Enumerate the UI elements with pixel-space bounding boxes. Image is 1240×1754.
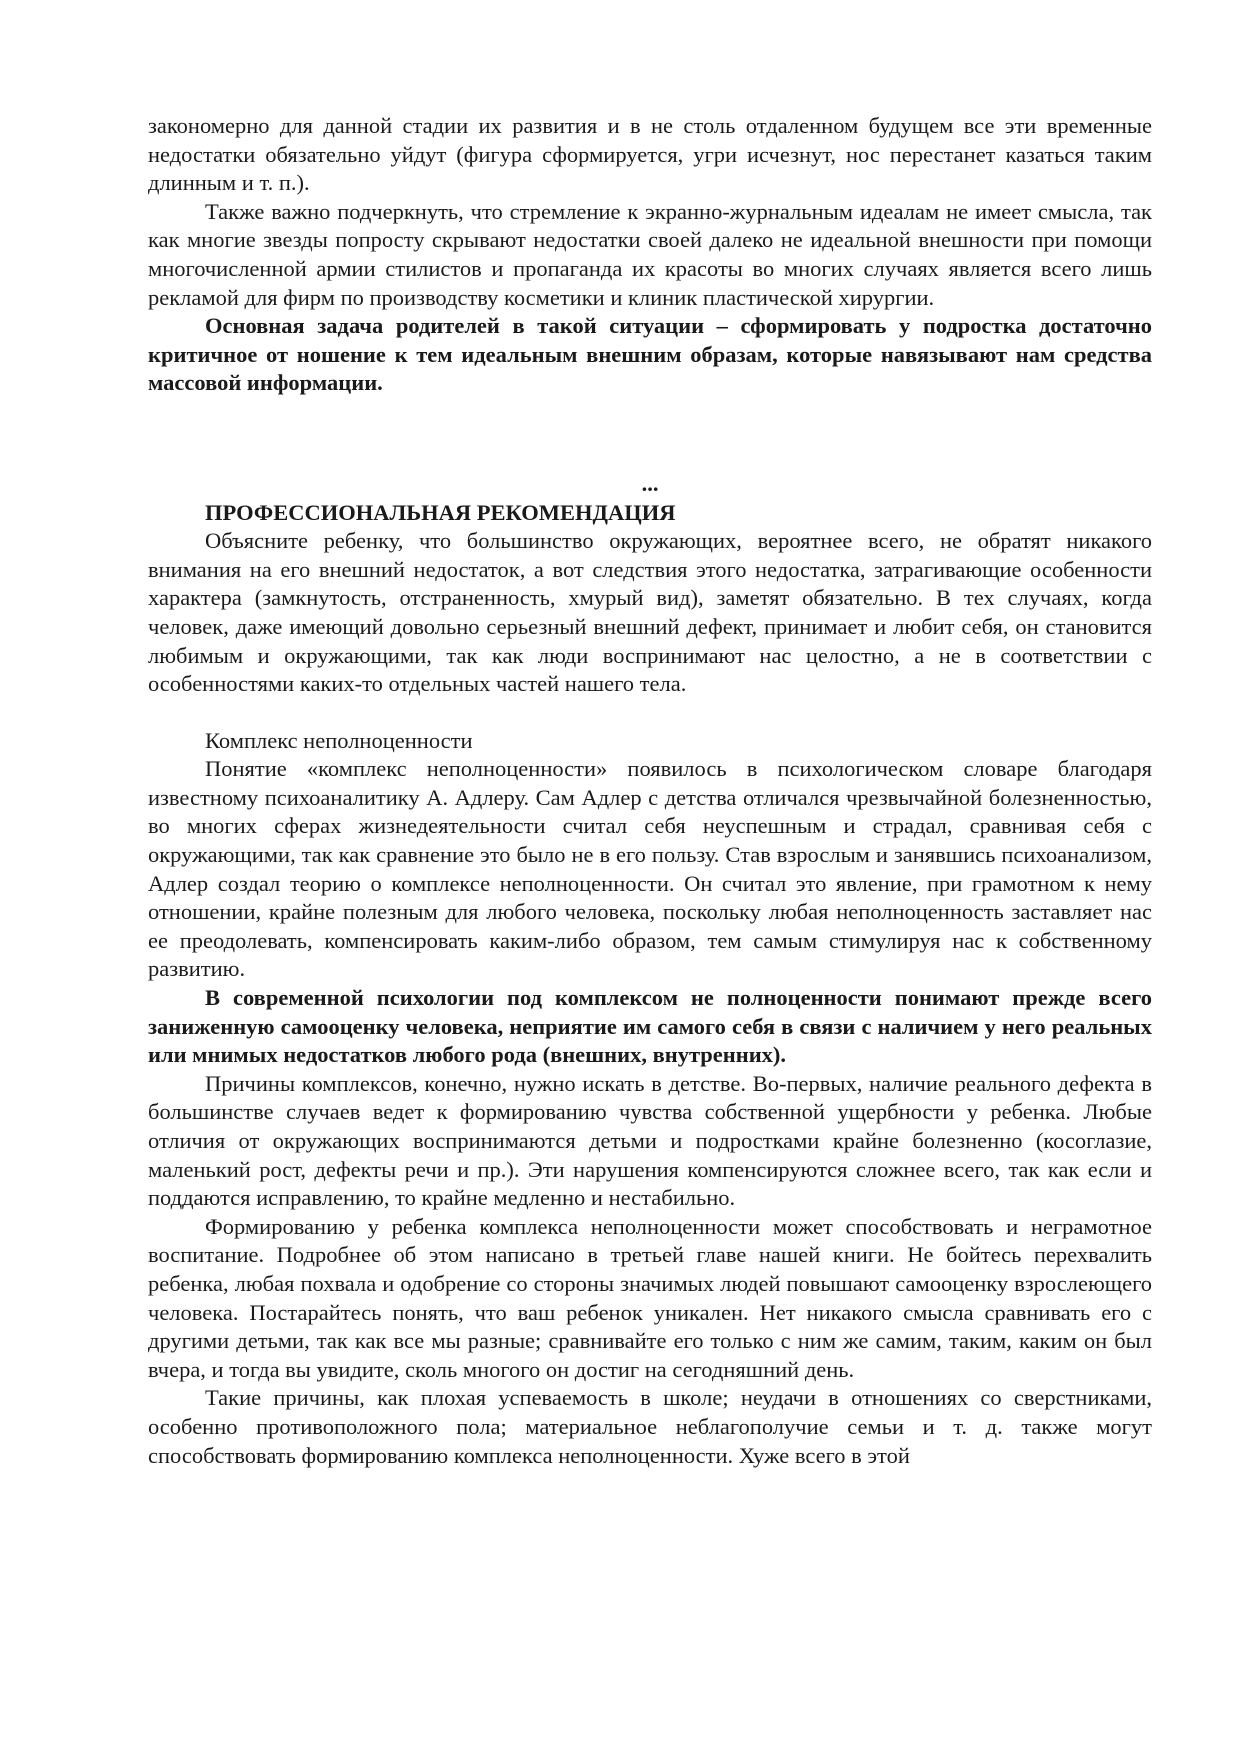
spacer bbox=[148, 398, 1152, 470]
spacer bbox=[148, 699, 1152, 727]
paragraph-recommendation: Объясните ребенку, что большинство окружающих, вероятнее всего, не обратят никакого внимания на его внешний недостаток, а вот следствия этого недостатка, затрагивающие особенности характера (замкнутость, отстраненность, хмурый вид), заметят обязательно. В тех случаях, когда человек, даже имеющий довольно серьезный внешний дефект, принимает и любит себя, он становится любимым и окружающими, так как люди воспринимают нас целостно, а не в соответствии с особенностями каких-то отдельных частей нашего тела. bbox=[148, 528, 1152, 697]
paragraph-screen-ideals: Также важно подчеркнуть, что стремление к экранно-журнальным идеалам не имеет смысла, так как многие звезды попросту скрывают недостатки своей далеко не идеальной внешности при помощи многочисленной армии стилистов и пропаганда их красоты во многих случаях является всего лишь рекламой для фирм по производству косметики и клиник пластической хирургии. bbox=[148, 198, 1152, 310]
paragraph-other-causes: Такие причины, как плохая успеваемость в школе; неудачи в отношениях со сверстниками, особенно противоположного пола; материальное неблагополучие семьи и т. д. также могут способствовать формированию комплекса неполноценности. Хуже всего в этой bbox=[148, 1385, 1152, 1468]
subheading-inferiority-complex: Комплекс неполноценности bbox=[205, 727, 473, 753]
heading-professional-recommendation: ПРОФЕССИОНАЛЬНАЯ РЕКОМЕНДАЦИЯ bbox=[205, 499, 676, 525]
section-ellipsis: ... bbox=[641, 470, 659, 496]
paragraph-modern-psychology: В современной психологии под комплексом не полноценности понимают прежде всего заниженную самооценку человека, неприятие им самого себя в связи с наличием у него реальных или мнимых недостатков любого рода (внешних, внутренних). bbox=[148, 985, 1152, 1068]
document-page bbox=[148, 112, 1152, 1470]
paragraph-upbringing: Формированию у ребенка комплекса неполноценности может способствовать и неграмотное воспитание. Подробнее об этом написано в третьей главе нашей книги. Не бойтесь перехвалить ребенка, любая похвала и одобрение со стороны значимых людей повышают самооценку взрослеющего человека. Постарайтесь понять, что ваш ребенок уникален. Нет никакого смысла сравнивать его с другими детьми, так как все мы разные; сравнивайте его только с ним же самим, таким, каким он был вчера, и тогда вы увидите, сколь многого он достиг на сегодняшний день. bbox=[148, 1213, 1152, 1382]
paragraph-adler: Понятие «комплекс неполноценности» появилось в психологическом словаре благодаря известному психоаналитику А. Адлеру. Сам Адлер с детства отличался чрезвычайной болезненностью, во многих сферах жизнедеятельности считал себя неуспешным и страдал, сравнивая себя с окружающими, так как сравнение это было не в его пользу. Став взрослым и занявшись психоанализом, Адлер создал теорию о комплексе неполноценности. Он считал это явление, при грамотном к нему отношении, крайне полезным для любого человека, поскольку любая неполноценность заставляет нас ее преодолевать, компенсировать каким-либо образом, тем самым стимулируя нас к собственному развитию. bbox=[148, 756, 1152, 982]
paragraph-parents-task: Основная задача родителей в такой ситуации – сформировать у подростка достаточно критичное от ношение к тем идеальным внешним образам, которые навязывают нам средства массовой информации. bbox=[148, 313, 1152, 396]
paragraph-continuation: закономерно для данной стадии их развития и в не столь отдаленном будущем все эти временные недостатки обязательно уйдут (фигура сформируется, угри исчезнут, нос перестанет казаться таким длинным и т. п.). bbox=[148, 113, 1152, 196]
paragraph-causes: Причины комплексов, конечно, нужно искать в детстве. Во-первых, наличие реального дефекта в большинстве случаев ведет к формированию чувства собственной ущербности у ребенка. Любые отличия от окружающих воспринимаются детьми и подростками крайне болезненно (косоглазие, маленький рост, дефекты речи и пр.). Эти нарушения компенсируются сложнее всего, так как если и поддаются исправлению, то крайне медленно и нестабильно. bbox=[148, 1070, 1152, 1211]
